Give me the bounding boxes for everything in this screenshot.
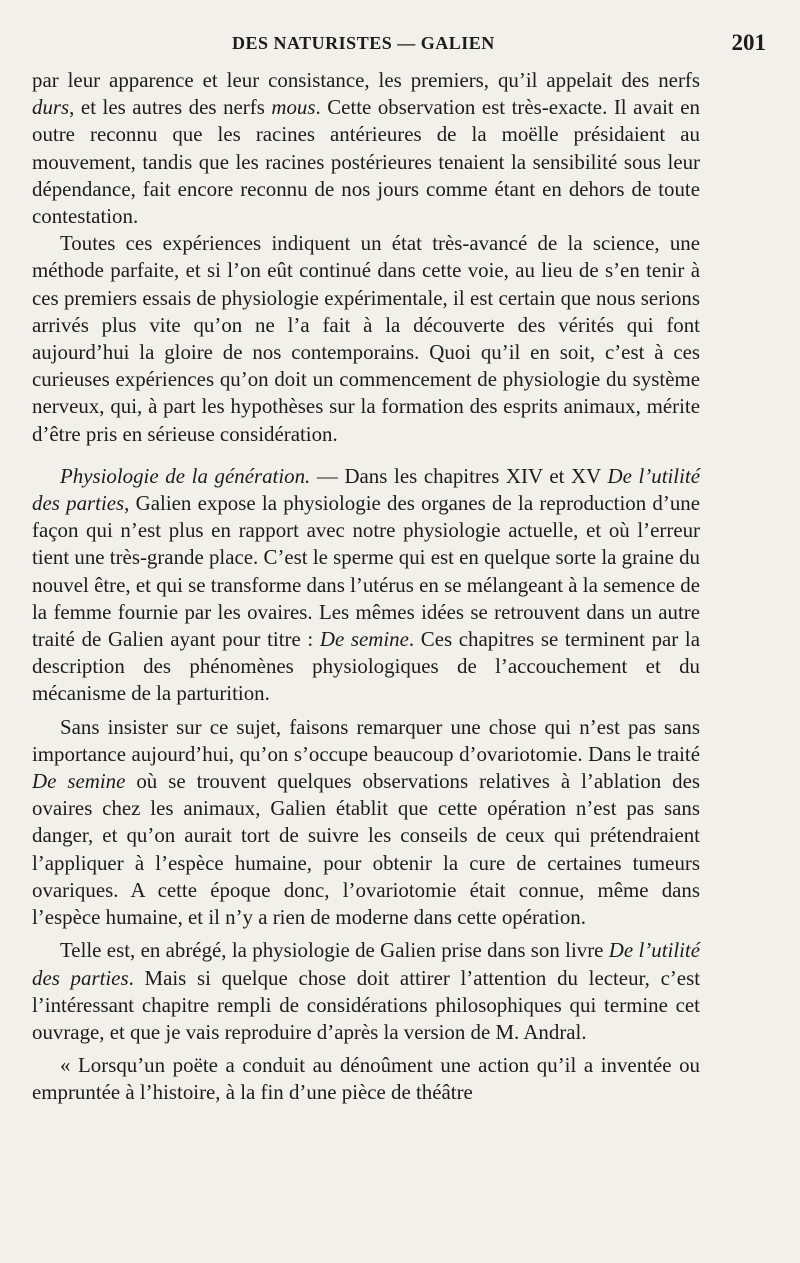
page-body [32,67,700,1107]
section-heading: Physiologie de la génération. [60,463,311,488]
book-title: De semine [319,627,409,652]
paragraph-3: Physiologie de la génération. — Dans les chapitres XIV et XV De l’utilité des parties, Galien expose la physiologie des organes de la reproduction d’une façon qui n’est plus en rapport avec notre physiologie actuelle, et où l’erreur tient une très-grande place. C’est le sperme qui est en quelque sorte la graine du nouvel être, et qui se transforme dans l’utérus en se mélangeant à la semence de la femme fournie par les ovaires. Les mêmes idées se retrouvent dans un autre traité de Galien ayant pour titre : De semine. Ces chapitres se terminent par la description des phénomènes physiologiques de l’accouchement et du mécanisme de la parturition. [32,463,700,706]
paragraph-1: par leur apparence et leur consistance, les premiers, qu’il appelait des nerfs durs, et les autres des nerfs mous. Cette observation est très-exacte. Il avait en outre reconnu que les racines antérieures de la moëlle présidaient au mouvement, tandis que les racines postérieures tenaient la sensibilité sous leur dépendance, fait encore reconnu de nos jours comme étant en dehors de toute contestation. [32,68,700,229]
italic-term: durs [32,95,70,120]
paragraph-5: Telle est, en abrégé, la physiologie de Galien prise dans son livre De l’utilité des parties. Mais si quelque chose doit attirer l’attention du lecteur, c’est l’intéressant chapitre rempli de considérations philosophiques qui termine cet ouvrage, et que je vais reproduire d’après la version de M. Andral. [32,938,701,1044]
running-title: DES NATURISTES — GALIEN [232,33,495,53]
book-title: De l’utilité des parties [32,463,700,516]
page-number: 201 [731,30,766,55]
book-title: De semine [32,769,126,794]
book-title: De l’utilité des parties [32,938,700,990]
italic-term: mous [271,95,316,120]
paragraph-6: « Lorsqu’un poëte a conduit au dénoûment une action qu’il a inventée ou empruntée à l’histoire, à la fin d’une pièce de théâtre [32,1053,700,1105]
page-header [32,30,766,59]
paragraph-2: Toutes ces expériences indiquent un état très-avancé de la science, une méthode parfaite, et si l’on eût continué dans cette voie, au lieu de s’en tenir à ces premiers essais de physiologie expérimentale, il est certain que nous serions arrivés plus vite qu’on ne l’a fait à la découverte des vérités qui font aujourd’hui la gloire de nos contemporains. Quoi qu’il en soit, c’est à ces curieuses expériences qu’on doit un commencement de physiologie du système nerveux, qui, à part les hypothèses sur la formation des esprits animaux, mérite d’être pris en sérieuse considération. [32,231,700,446]
paragraph-4: Sans insister sur ce sujet, faisons remarquer une chose qui n’est pas sans importance aujourd’hui, qu’on s’occupe beaucoup d’ovariotomie. Dans le traité De semine où se trouvent quelques observations relatives à l’ablation des ovaires chez les animaux, Galien établit que cette opération n’est pas sans danger, et qu’on aurait tort de suivre les conseils de ceux qui prétendraient l’appliquer à l’espèce humaine, pour obtenir la cure de certaines tumeurs ovariques. A cette époque donc, l’ovariotomie était connue, même dans l’espèce humaine, et il n’y a rien de moderne dans cette opération. [32,714,700,930]
